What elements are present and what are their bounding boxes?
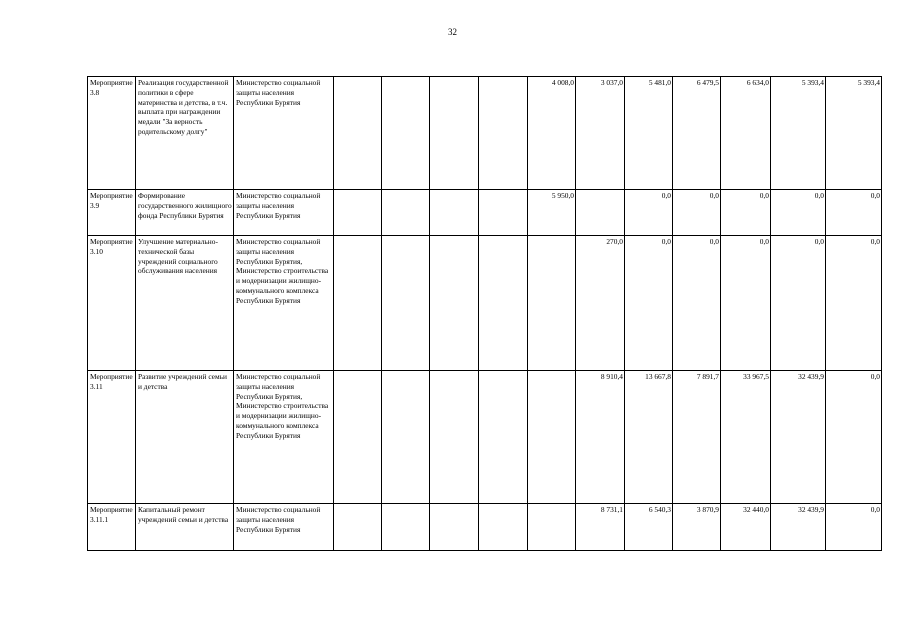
value-cell: 13 667,8 [625, 371, 673, 504]
value-cell [382, 236, 430, 371]
value-cell: 0,0 [826, 190, 882, 236]
budget-table [87, 76, 882, 551]
value-cell [479, 190, 528, 236]
table-row [88, 236, 882, 371]
value-cell [479, 236, 528, 371]
value-cell: 0,0 [673, 236, 721, 371]
value-cell [430, 190, 479, 236]
event-code: Мероприятие 3.9 [88, 190, 136, 236]
value-cell: 8 910,4 [576, 371, 625, 504]
value-cell: 270,0 [576, 236, 625, 371]
value-cell [479, 504, 528, 551]
value-cell [334, 190, 382, 236]
value-cell: 5 393,4 [826, 77, 882, 190]
event-executor: Министерство социальной защиты населения Республики Бурятия [234, 190, 334, 236]
value-cell: 0,0 [721, 236, 771, 371]
value-cell: 0,0 [826, 236, 882, 371]
value-cell: 0,0 [826, 371, 882, 504]
value-cell [479, 371, 528, 504]
value-cell: 5 481,0 [625, 77, 673, 190]
event-name: Реализация государственной политики в сфере материнства и детства, в т.ч. выплата при награждении медали "За верность родительскому долгу" [136, 77, 234, 190]
value-cell [576, 190, 625, 236]
value-cell: 0,0 [771, 236, 826, 371]
event-code: Мероприятие 3.11 [88, 371, 136, 504]
value-cell: 0,0 [625, 236, 673, 371]
event-executor: Министерство социальной защиты населения Республики Бурятия [234, 504, 334, 551]
value-cell: 5 393,4 [771, 77, 826, 190]
value-cell [382, 77, 430, 190]
value-cell [528, 371, 576, 504]
table-row [88, 371, 882, 504]
value-cell [430, 77, 479, 190]
value-cell: 3 037,0 [576, 77, 625, 190]
table-row [88, 504, 882, 551]
value-cell: 7 891,7 [673, 371, 721, 504]
value-cell [334, 371, 382, 504]
event-name: Капитальный ремонт учреждений семьи и детства [136, 504, 234, 551]
value-cell: 5 950,0 [528, 190, 576, 236]
value-cell [430, 371, 479, 504]
value-cell [528, 236, 576, 371]
value-cell: 32 439,9 [771, 504, 826, 551]
event-name: Развитие учреждений семьи и детства [136, 371, 234, 504]
value-cell: 0,0 [771, 190, 826, 236]
value-cell: 0,0 [673, 190, 721, 236]
value-cell: 32 440,0 [721, 504, 771, 551]
value-cell [334, 77, 382, 190]
event-name: Улучшение материально-технической базы учреждений социального обслуживания населения [136, 236, 234, 371]
event-code: Мероприятие 3.11.1 [88, 504, 136, 551]
value-cell [430, 504, 479, 551]
value-cell [382, 190, 430, 236]
value-cell: 33 967,5 [721, 371, 771, 504]
value-cell: 3 870,9 [673, 504, 721, 551]
value-cell [382, 371, 430, 504]
event-code: Мероприятие 3.8 [88, 77, 136, 190]
event-executor: Министерство социальной защиты населения Республики Бурятия, Министерство строительства и модернизации жилищно-коммунального комплекса Республики Бурятия [234, 236, 334, 371]
event-name: Формирование государственного жилищного фонда Республики Бурятия [136, 190, 234, 236]
value-cell [382, 504, 430, 551]
value-cell [430, 236, 479, 371]
value-cell [334, 236, 382, 371]
value-cell [528, 504, 576, 551]
value-cell: 4 008,0 [528, 77, 576, 190]
value-cell: 8 731,1 [576, 504, 625, 551]
table-row [88, 190, 882, 236]
page-number: 32 [448, 27, 457, 37]
event-code: Мероприятие 3.10 [88, 236, 136, 371]
value-cell: 32 439,9 [771, 371, 826, 504]
value-cell: 0,0 [721, 190, 771, 236]
value-cell [479, 77, 528, 190]
value-cell: 6 479,5 [673, 77, 721, 190]
value-cell: 0,0 [625, 190, 673, 236]
event-executor: Министерство социальной защиты населения Республики Бурятия [234, 77, 334, 190]
value-cell: 0,0 [826, 504, 882, 551]
event-executor: Министерство социальной защиты населения Республики Бурятия, Министерство строительства и модернизации жилищно-коммунального комплекса Республики Бурятия [234, 371, 334, 504]
value-cell: 6 540,3 [625, 504, 673, 551]
value-cell [334, 504, 382, 551]
value-cell: 6 634,0 [721, 77, 771, 190]
table-row [88, 77, 882, 190]
